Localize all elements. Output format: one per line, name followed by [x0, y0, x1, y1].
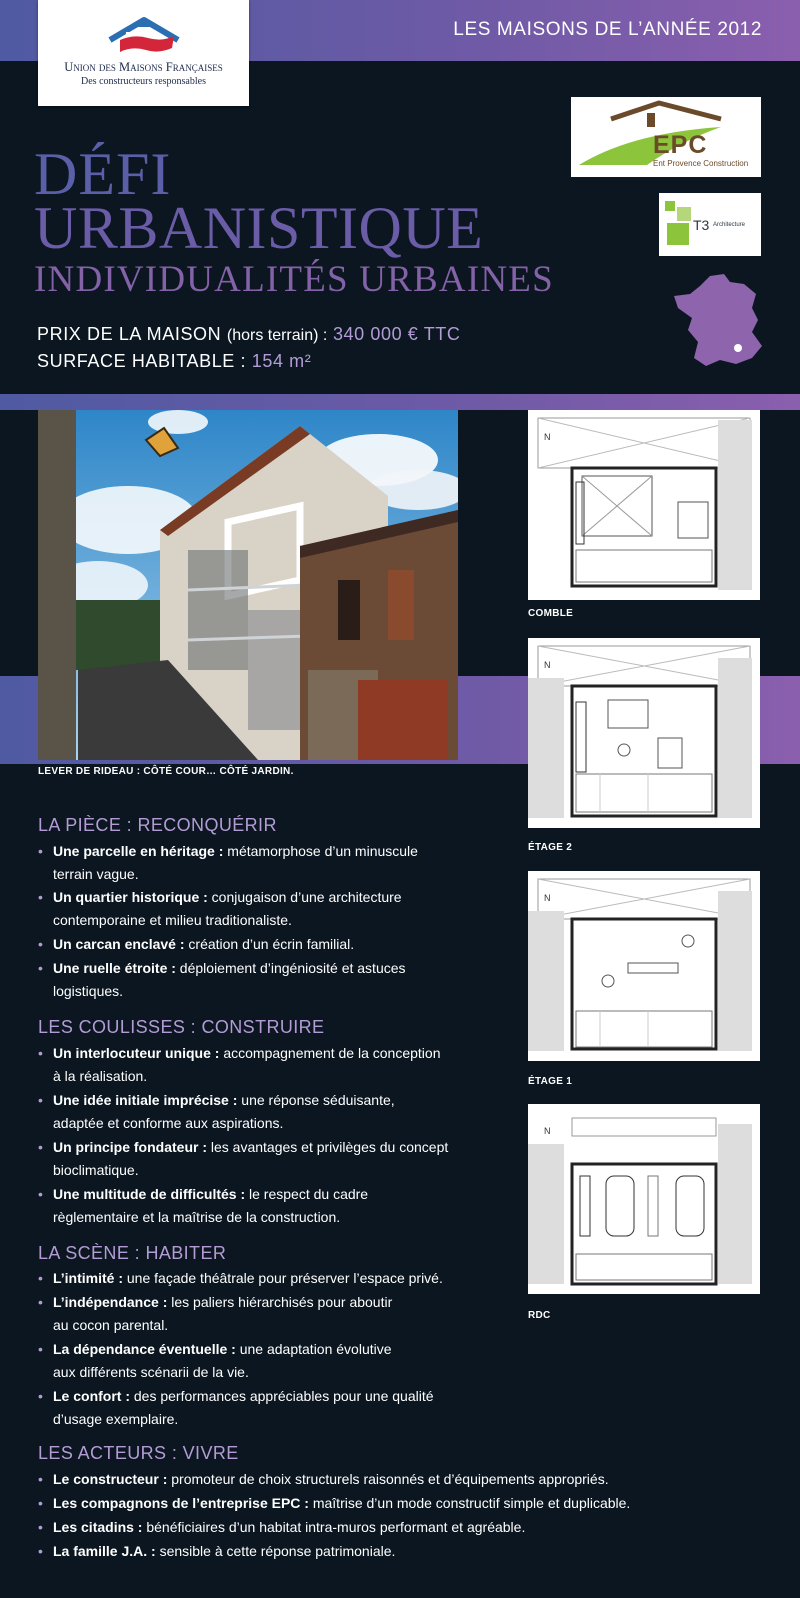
item-text: une réponse séduisante, — [237, 1092, 395, 1108]
svg-text:N: N — [544, 1126, 551, 1136]
item-continuation: contemporaine et milieu traditionaliste. — [53, 912, 292, 928]
plan-label-comble: COMBLE — [528, 608, 574, 619]
item-bold: Une multitude de difficultés : — [53, 1186, 246, 1202]
item-continuation: à la réalisation. — [53, 1068, 148, 1084]
item-bold: La dépendance éventuelle : — [53, 1341, 236, 1357]
item-text: création d’un écrin familial. — [184, 936, 355, 952]
item-text: les paliers hiérarchisés pour aboutir — [167, 1294, 393, 1310]
surface-value: 154 m² — [251, 351, 312, 371]
plan-label-etage-1: ÉTAGE 1 — [528, 1076, 573, 1087]
item-continuation: adaptée et conforme aux aspirations. — [53, 1115, 284, 1131]
section-title-piece: LA PIÈCE : RECONQUÉRIR — [38, 815, 277, 835]
price-value: 340 000 € TTC — [332, 324, 461, 344]
surface-label: SURFACE HABITABLE : — [37, 351, 247, 371]
umf-house-icon — [38, 0, 249, 60]
section-title-scene: LA SCÈNE : HABITER — [38, 1243, 227, 1263]
title-line-3: INDIVIDUALITÉS URBAINES — [34, 259, 554, 300]
price-line — [37, 324, 460, 345]
item-bold: L’indépendance : — [53, 1294, 168, 1310]
title-line-2: URBANISTIQUE — [34, 195, 484, 261]
item-continuation: au cocon parental. — [53, 1317, 169, 1333]
item-bold: La famille J.A. : — [53, 1543, 156, 1559]
umf-name: Union des Maisons Françaises — [64, 60, 223, 74]
t3-logo — [659, 193, 761, 256]
item-text: une façade théâtrale pour préserver l’espace privé. — [123, 1270, 443, 1286]
item-bold: Un principe fondateur : — [53, 1139, 207, 1155]
photo-caption: LEVER DE RIDEAU : CÔTÉ COUR… CÔTÉ JARDIN. — [38, 766, 294, 777]
item-text: le respect du cadre — [245, 1186, 369, 1202]
item-text: accompagnement de la conception — [219, 1045, 441, 1061]
item-continuation: d’usage exemplaire. — [53, 1411, 179, 1427]
item-continuation: règlementaire et la maîtrise de la construction. — [53, 1209, 341, 1225]
title-line-1: DÉFI — [34, 141, 172, 207]
floor-plan-etage-2 — [528, 638, 760, 828]
item-text: des performances appréciables pour une qualité — [130, 1388, 434, 1404]
svg-text:N: N — [544, 893, 551, 903]
item-text: conjugaison d’une architecture — [207, 889, 402, 905]
house-rendering-photo — [38, 410, 458, 760]
umf-tagline: Des constructeurs responsables — [81, 76, 206, 87]
item-text: les avantages et privilèges du concept — [207, 1139, 449, 1155]
floor-plan-comble — [528, 410, 760, 600]
item-bold: Un quartier historique : — [53, 889, 208, 905]
item-continuation: bioclimatique. — [53, 1162, 139, 1178]
divider-band — [0, 394, 800, 410]
t3-short: T3 — [693, 217, 710, 233]
edition-title: LES MAISONS DE L’ANNÉE 2012 — [453, 19, 762, 40]
item-text: sensible à cette réponse patrimoniale. — [155, 1543, 396, 1559]
item-text: métamorphose d’un minuscule — [223, 843, 418, 859]
plan-label-rdc: RDC — [528, 1310, 551, 1321]
svg-text:N: N — [544, 660, 551, 670]
item-bold: Un carcan enclavé : — [53, 936, 185, 952]
item-continuation: logistiques. — [53, 983, 124, 999]
item-text: promoteur de choix structurels raisonnés et d’équipements appropriés. — [167, 1471, 609, 1487]
item-continuation: aux différents scénarii de la vie. — [53, 1364, 249, 1380]
floor-plan-etage-1 — [528, 871, 760, 1061]
item-bold: Une ruelle étroite : — [53, 960, 176, 976]
t3-full: Architecture — [713, 222, 746, 228]
item-bold: Une idée initiale imprécise : — [53, 1092, 238, 1108]
item-bold: Les compagnons de l’entreprise EPC : — [53, 1495, 309, 1511]
epc-full: Ent Provence Construction — [653, 159, 749, 168]
plan-label-etage-2: ÉTAGE 2 — [528, 842, 573, 853]
t3-square-small — [665, 201, 675, 211]
epc-short: EPC — [653, 131, 708, 159]
item-bold: Les citadins : — [53, 1519, 143, 1535]
umf-logo — [38, 0, 249, 106]
surface-line — [37, 351, 311, 372]
item-bold: Un interlocuteur unique : — [53, 1045, 220, 1061]
svg-text:N: N — [544, 432, 551, 442]
item-text: maîtrise d’un mode constructif simple et duplicable. — [308, 1495, 631, 1511]
t3-square-large — [667, 223, 689, 245]
price-label: PRIX DE LA MAISON — [37, 324, 222, 344]
item-bold: Le constructeur : — [53, 1471, 168, 1487]
t3-square-mid — [677, 207, 691, 221]
price-note: (hors terrain) : — [226, 327, 328, 344]
section-title-acteurs: LES ACTEURS : VIVRE — [38, 1443, 239, 1463]
france-map-icon — [672, 272, 772, 372]
item-bold: Le confort : — [53, 1388, 130, 1404]
item-continuation: terrain vague. — [53, 866, 139, 882]
item-text: déploiement d’ingéniosité et astuces — [175, 960, 406, 976]
item-text: une adaptation évolutive — [235, 1341, 392, 1357]
item-bold: Une parcelle en héritage : — [53, 843, 224, 859]
item-text: bénéficiaires d’un habitat intra-muros performant et agréable. — [142, 1519, 526, 1535]
epc-logo — [571, 97, 761, 177]
floor-plan-rdc — [528, 1104, 760, 1294]
item-bold: L’intimité : — [53, 1270, 123, 1286]
section-title-coulisses: LES COULISSES : CONSTRUIRE — [38, 1017, 325, 1037]
